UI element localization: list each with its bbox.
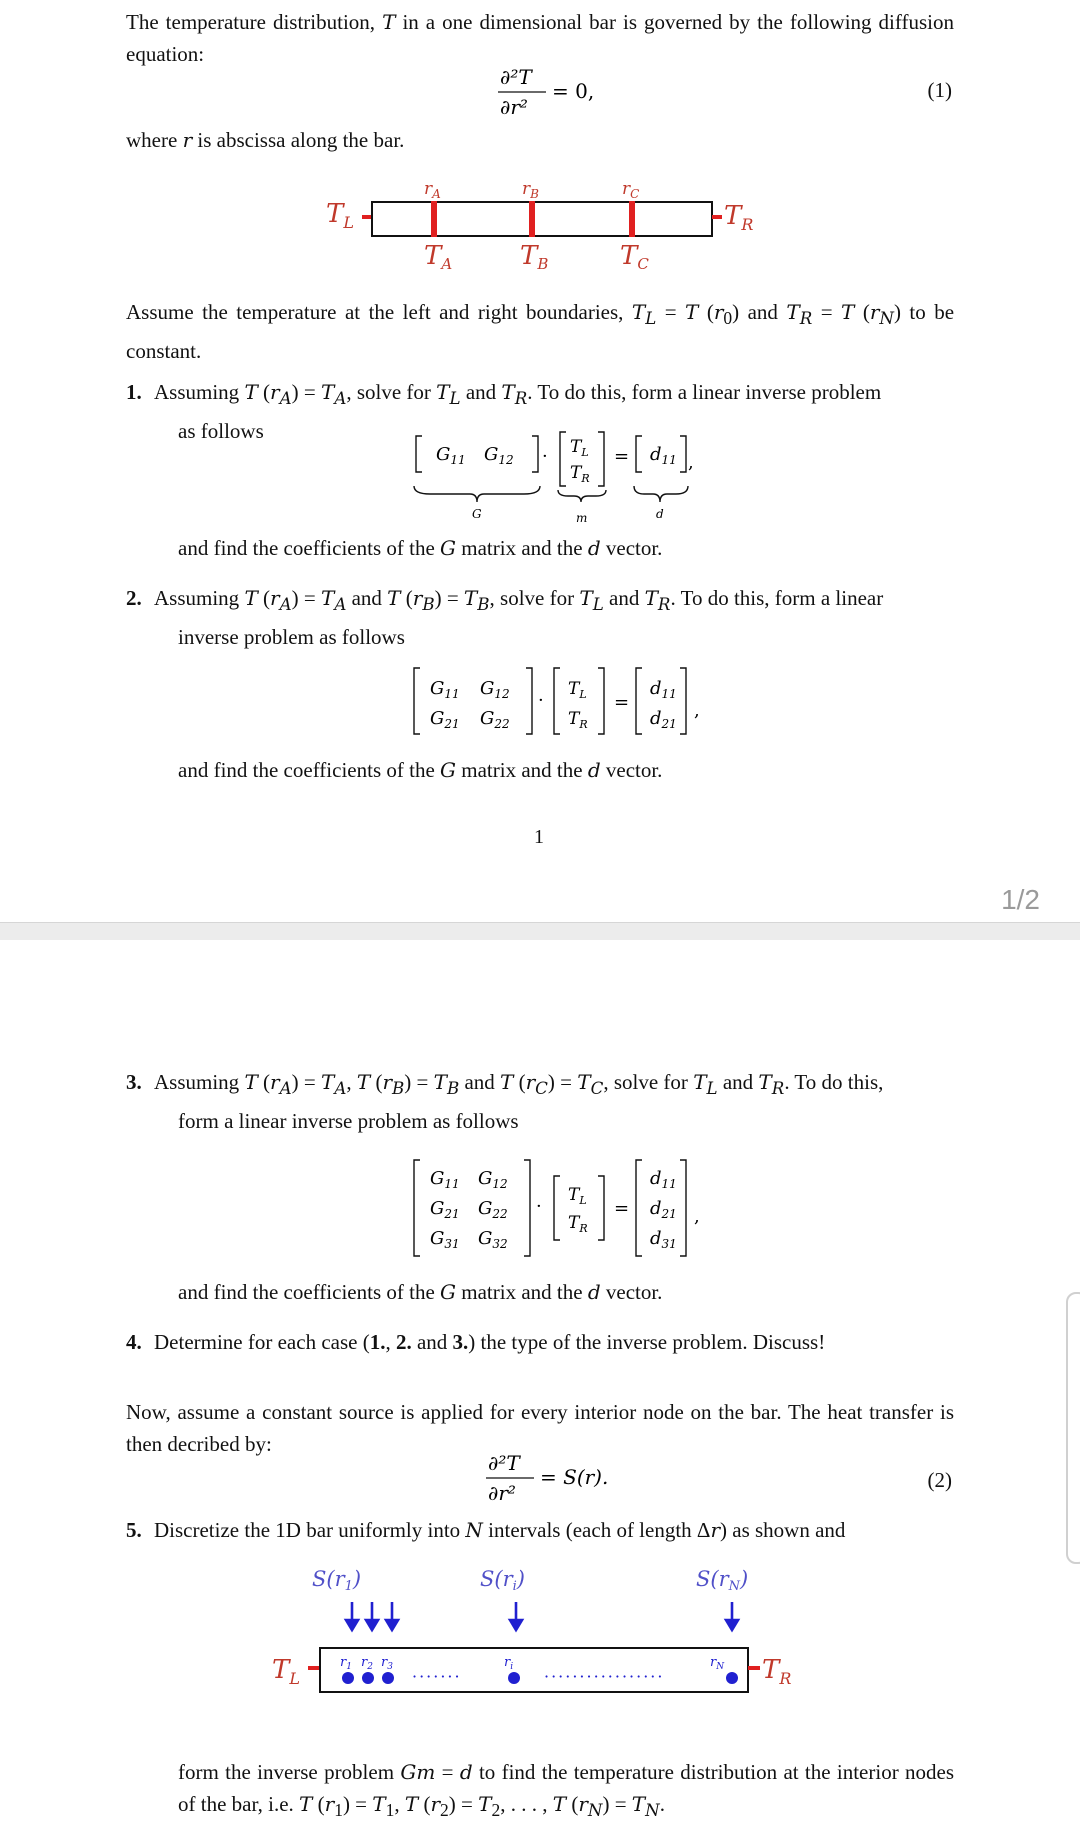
svg-text:·: · — [542, 446, 548, 467]
page-separator — [0, 922, 1080, 941]
svg-text:,: , — [694, 1206, 700, 1227]
diagram1-left-label: $T_L$ — [326, 199, 354, 232]
equation-1 — [490, 62, 600, 122]
svg-text:G22: $G_{22}$ — [480, 708, 510, 731]
item-5-number: 5. — [126, 1518, 142, 1542]
brace-label-G: G — [472, 507, 482, 521]
source-label-N: S(rN) — [696, 1567, 749, 1594]
source-label-i: S(ri) — [480, 1567, 525, 1594]
svg-text:d31: $d_{31}$ — [650, 1228, 677, 1251]
node-3 — [382, 1672, 394, 1684]
eq1-denominator: ∂r² — [500, 95, 528, 119]
equation-item-3 — [410, 1158, 740, 1268]
svg-text:rN: $r_N$ — [710, 1655, 725, 1672]
svg-text:,: , — [694, 700, 700, 721]
item-4-text: Determine for each case (1., 2. and 3.) the type of the inverse problem. Discuss! — [154, 1330, 826, 1354]
svg-text:G11: $G_{11}$ — [430, 1168, 460, 1191]
equation-2 — [478, 1448, 618, 1508]
eq2-number: (2) — [927, 1468, 952, 1492]
eq2-rhs: = S(r). — [540, 1465, 609, 1489]
svg-text:d11: $d_{11}$ — [650, 678, 677, 701]
item-3-number: 3. — [126, 1070, 142, 1094]
svg-text:G11: $G_{11}$ — [430, 678, 460, 701]
svg-text:r1: $r_1$ — [340, 1655, 352, 1672]
marker-C — [629, 201, 635, 237]
equation-item-2 — [410, 666, 740, 746]
svg-text:G21: $G_{21}$ — [430, 708, 460, 731]
item-2-after: and find the coefficients of the G matrix and the d vector. — [178, 758, 663, 782]
where-text: where r is abscissa along the bar. — [126, 128, 405, 152]
svg-text:G12: $G_{12}$ — [480, 678, 510, 701]
label-rB: $r_B$ — [522, 179, 539, 201]
diagram2-left-label: $T_L$ — [272, 1655, 300, 1688]
svg-text:·: · — [538, 690, 544, 711]
source-label-1: S(r1) — [312, 1567, 362, 1594]
svg-text:d11: $d_{11}$ — [650, 1168, 677, 1191]
marker-B — [529, 201, 535, 237]
svg-text:·: · — [536, 1196, 542, 1217]
label-TC: TC — [620, 241, 649, 272]
node-i — [508, 1672, 520, 1684]
intro-paragraph: The temperature distribution, T in a one dimensional bar is governed by the following diffusion equation: — [126, 10, 954, 66]
label-TB: TB — [520, 241, 549, 272]
svg-text:G12: $G_{12}$ — [484, 444, 514, 467]
svg-text:r2: $r_2$ — [361, 1655, 373, 1672]
item-2-number: 2. — [126, 586, 142, 610]
svg-text:d11: $d_{11}$ — [650, 444, 677, 467]
node-1 — [342, 1672, 354, 1684]
page-number: 1 — [534, 826, 544, 848]
page-counter: 1/2 — [1001, 884, 1040, 915]
bar-diagram-1 — [320, 172, 760, 272]
svg-text:TR: $T_R$ — [568, 1213, 588, 1235]
bar-diagram-2 — [268, 1558, 828, 1718]
svg-text:G31: $G_{31}$ — [430, 1228, 460, 1251]
bar-body — [372, 202, 712, 236]
svg-text:r3: $r_3$ — [381, 1655, 393, 1672]
svg-text:=: = — [614, 1198, 630, 1219]
node-N — [726, 1672, 738, 1684]
svg-text:G12: $G_{12}$ — [478, 1168, 508, 1191]
svg-text:TL: $T_L$ — [570, 437, 589, 459]
item-5-text: Discretize the 1D bar uniformly into N intervals (each of length Δr) as shown and — [154, 1518, 846, 1542]
brace-label-m: m — [576, 511, 588, 525]
svg-text:=: = — [614, 692, 630, 713]
item-1-number: 1. — [126, 380, 142, 404]
label-rC: $r_C$ — [622, 179, 640, 201]
label-TA: TA — [424, 241, 453, 272]
node-2 — [362, 1672, 374, 1684]
document-page-2 — [0, 940, 1080, 1837]
svg-text:G11: $G_{11}$ — [436, 444, 466, 467]
svg-text:G21: $G_{21}$ — [430, 1198, 460, 1221]
now-paragraph: Now, assume a constant source is applied for every interior node on the bar. The heat transfer is then decribed by: — [126, 1400, 954, 1456]
assume-paragraph: Assume the temperature at the left and right boundaries, $T_L = T$ $(r_0)$ and $T_R = T$ $(r_N)$ to be constant. — [126, 300, 955, 363]
svg-text:G22: $G_{22}$ — [478, 1198, 508, 1221]
svg-text:TR: $T_R$ — [570, 463, 590, 485]
eq1-number: (1) — [927, 78, 952, 102]
svg-text:G32: $G_{32}$ — [478, 1228, 508, 1251]
dots-left: ······· — [412, 1667, 462, 1686]
svg-text:TL: $T_L$ — [568, 679, 587, 701]
svg-text:TR: $T_R$ — [568, 709, 588, 731]
item-3-text: Assuming T $(r_A) = T_A$, T $(r_B) = T_B$ and T $(r_C) = T_C$, solve for $T_L$ and $T_R$. To do this, form a linear inverse problem as follows — [154, 1070, 884, 1133]
svg-text:=: = — [614, 446, 630, 467]
svg-text:∂²T: ∂²T — [488, 1451, 520, 1475]
diagram2-right-label: $T_R$ — [762, 1655, 792, 1688]
scroll-handle[interactable] — [1066, 1292, 1080, 1564]
item-1-after: and find the coefficients of the G matrix and the d vector. — [178, 536, 663, 560]
svg-text:ri: $r_i$ — [504, 1655, 514, 1672]
svg-text:d21: $d_{21}$ — [650, 708, 677, 731]
item-3-after: and find the coefficients of the G matrix and the d vector. — [178, 1280, 663, 1304]
eq1-rhs: = 0, — [552, 79, 595, 103]
svg-text:TL: $T_L$ — [568, 1185, 587, 1207]
equation-item-1 — [410, 428, 740, 528]
label-rA: $r_A$ — [424, 179, 441, 201]
item-1-text: Assuming T $(r_A) = T_A$, solve for $T_L$ and $T_R$. To do this, form a linear inverse problem as follows — [154, 380, 882, 443]
dots-right: ················· — [544, 1667, 665, 1686]
eq1-numerator: ∂²T — [500, 65, 532, 89]
svg-text:∂r²: ∂r² — [488, 1481, 516, 1505]
svg-text:d21: $d_{21}$ — [650, 1198, 677, 1221]
diagram1-right-label: $T_R$ — [724, 201, 754, 234]
svg-text:,: , — [688, 452, 694, 473]
marker-A — [431, 201, 437, 237]
item-5-after: form the inverse problem Gm = d to find the temperature distribution at the interior nodes of the bar, i.e. T $(r_1) = T_1$, T $(r_2) = T_2$, . . . , T $(r_N) = T_N$. — [178, 1760, 955, 1821]
item-4-number: 4. — [126, 1330, 142, 1354]
brace-label-d: d — [656, 507, 664, 521]
item-2-text: Assuming T $(r_A) = T_A$ and T $(r_B) = T_B$, solve for $T_L$ and $T_R$. To do this, form a linear inverse problem as follows — [154, 586, 884, 649]
